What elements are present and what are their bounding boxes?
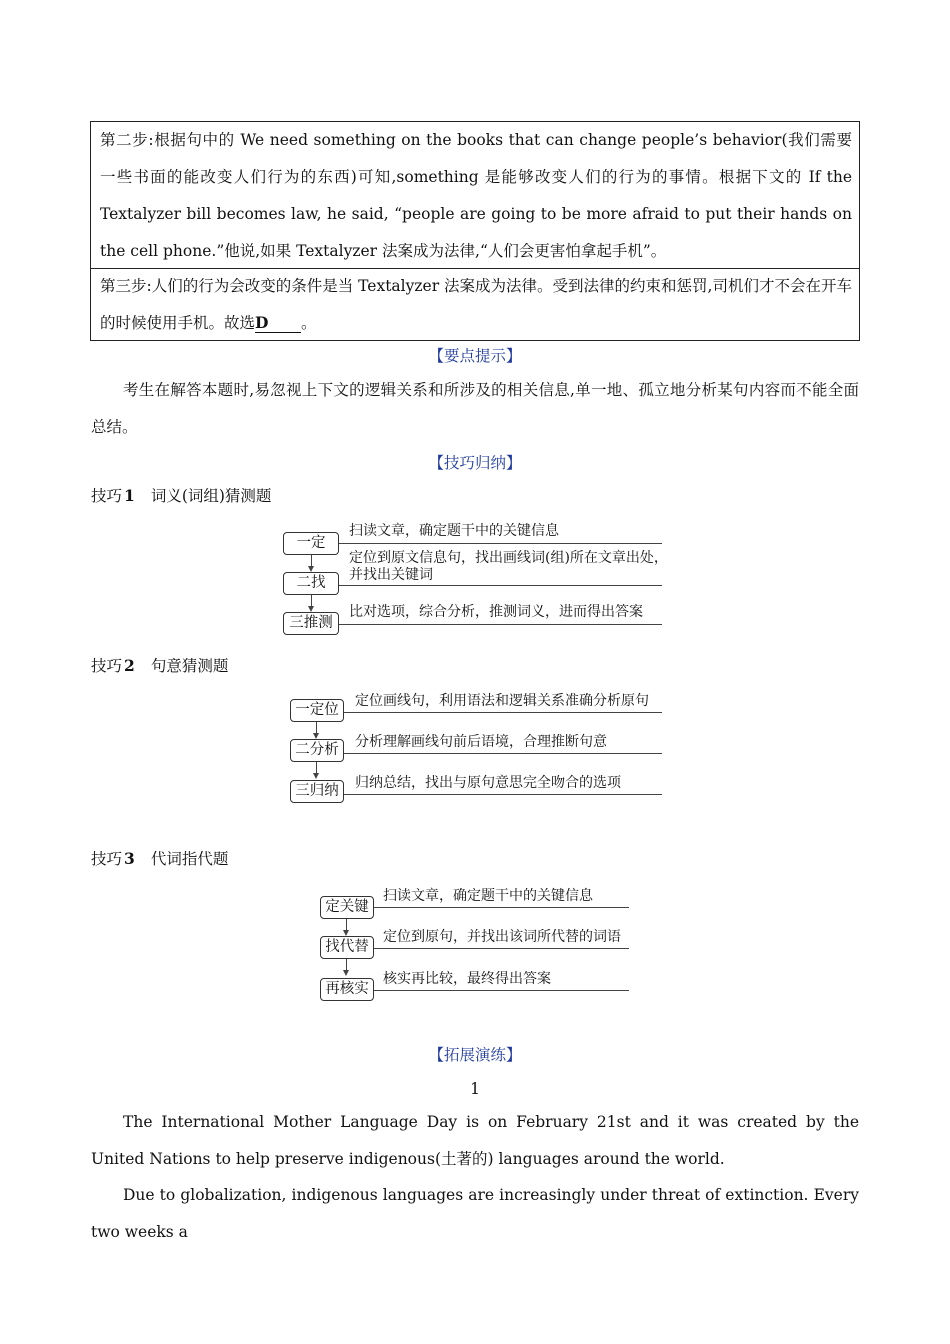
tip-word: 技巧: [91, 487, 123, 505]
flow-arrow-stem: [316, 722, 317, 733]
down-arrow-icon: [343, 970, 349, 976]
flow-box: 二分析: [290, 739, 344, 762]
flow-step-text: 扫读文章，确定题干中的关键信息: [349, 523, 559, 539]
flow-connector-line: [374, 990, 629, 991]
flow-connector-line: [339, 543, 662, 544]
tip-title: 句意猜测题: [150, 657, 229, 675]
step3-prefix: 第三步:人们的行为会改变的条件是当 Textalyzer 法案成为法律。受到法律的约束和惩罚,司机们才不会在开车的时候使用手机。故选: [100, 277, 852, 332]
flow-step-text: 比对选项，综合分析，推测词义，进而得出答案: [349, 604, 643, 620]
flow-step-text-line2: 并找出关键词: [349, 567, 433, 583]
step3-suffix: 。: [301, 314, 317, 332]
flow-connector-line: [339, 624, 662, 625]
flow-arrow-stem: [311, 595, 312, 606]
flow-box: 二找: [283, 572, 339, 595]
tip3-label: [91, 849, 228, 869]
flow-connector-line: [374, 907, 629, 908]
flow-arrow-stem: [311, 555, 312, 566]
flow-arrow-stem: [346, 919, 347, 930]
tip-number: 2: [124, 656, 135, 675]
down-arrow-icon: [313, 773, 319, 779]
tip-word: 技巧: [91, 657, 123, 675]
flow-step-text: 定位到原文信息句，找出画线词(组)所在文章出处，: [349, 550, 668, 566]
flow-connector-line: [339, 585, 662, 586]
tip1-label: [91, 486, 271, 506]
tip-number: 1: [124, 486, 135, 505]
flow-step-text: 定位画线句，利用语法和逻辑关系准确分析原句: [355, 693, 649, 709]
flow-connector-line: [344, 712, 662, 713]
tip2-label: [91, 656, 228, 676]
answer-blank: D: [255, 314, 301, 333]
flow-arrow-stem: [316, 762, 317, 773]
tip-title: 词义(词组)猜测题: [150, 487, 272, 505]
flow-arrow-stem: [346, 959, 347, 970]
practice-heading: 【拓展演练】: [428, 1046, 522, 1064]
flow-step-text: 扫读文章，确定题干中的关键信息: [383, 888, 593, 904]
step3-text: [100, 268, 852, 342]
step-explanation-table: [90, 121, 860, 341]
flow-connector-line: [344, 753, 662, 754]
step2-text: 第二步:根据句中的 We need something on the books that can change people’s behavior(我们需要一些书面的能改变人们行为的东西)可知,something 是能够改变人们的行为的事情。根据下文的 If the Textalyzer bill becomes law, he said, “people are going to be more afraid to put their hands on the cell phone.”他说,如果 Textalyzer 法案成为法律,“人们会更害怕拿起手机”。: [100, 131, 852, 260]
flow-connector-line: [344, 794, 662, 795]
tip-number: 3: [124, 849, 135, 868]
key-points-text: 考生在解答本题时,易忽视上下文的逻辑关系和所涉及的相关信息,单一地、孤立地分析某句内容而不能全面总结。: [91, 381, 859, 436]
flow-box: 再核实: [320, 978, 374, 1001]
flow-box: 定关键: [320, 896, 374, 919]
flow-connector-line: [374, 948, 629, 949]
flow-step-text: 定位到原句，并找出该词所代替的词语: [383, 929, 621, 945]
flow-step-text: 归纳总结，找出与原句意思完全吻合的选项: [355, 775, 621, 791]
flow-step-text: 核实再比较，最终得出答案: [383, 971, 551, 987]
tip-title: 代词指代题: [150, 850, 229, 868]
exercise-number: 1: [470, 1080, 480, 1098]
key-points-heading: 【要点提示】: [428, 347, 522, 365]
flow-box: 一定位: [290, 699, 344, 722]
skills-heading: 【技巧归纳】: [428, 454, 522, 472]
flow-box: 找代替: [320, 936, 374, 959]
practice-paragraph-1: The International Mother Language Day is on February 21st and it was created by the United Nations to help preserve indigenous(土著的) languages around the world.: [91, 1113, 859, 1168]
flow-step-text: 分析理解画线句前后语境，合理推断句意: [355, 734, 607, 750]
tip-word: 技巧: [91, 850, 123, 868]
flow-box: 三推测: [283, 612, 339, 635]
flow-box: 一定: [283, 532, 339, 555]
practice-paragraph-2: Due to globalization, indigenous languages are increasingly under threat of extinction. Every two weeks a: [91, 1186, 859, 1241]
flow-box: 三归纳: [290, 780, 344, 803]
